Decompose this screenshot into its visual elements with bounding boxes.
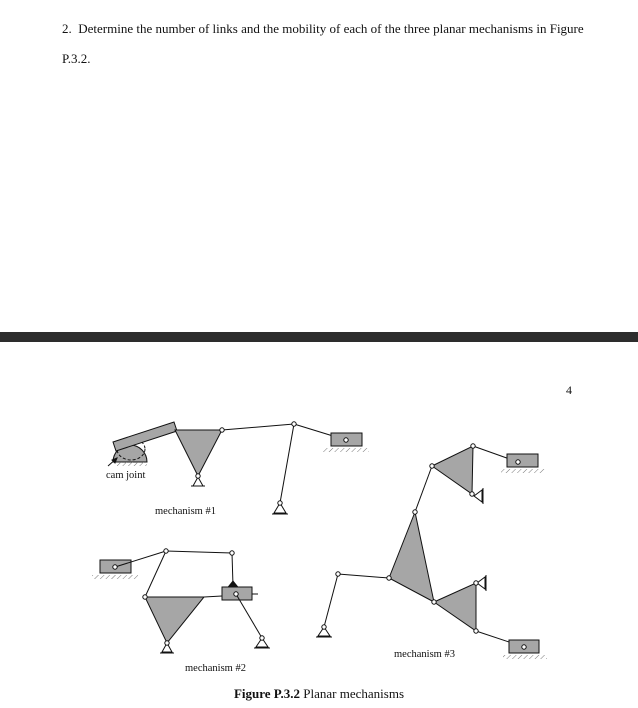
figure-caption <box>0 686 638 702</box>
caption-figure-number: Figure P.3.2 <box>233 686 301 701</box>
cam-joint-label: cam joint <box>106 470 146 481</box>
ternary-link-3a <box>389 512 434 602</box>
question-text <box>62 14 602 74</box>
question-number: 2. <box>62 21 72 36</box>
mechanism-3-label: mechanism #3 <box>394 649 455 660</box>
ternary-link-3c <box>434 583 476 631</box>
ternary-link <box>175 430 222 476</box>
ternary-link-2 <box>145 597 204 643</box>
mechanism-3 <box>316 444 547 659</box>
mechanism-2-label: mechanism #2 <box>185 663 246 674</box>
page-divider <box>0 332 638 342</box>
question-body: Determine the number of links and the mobility of each of the three planar mechanisms in Figure P.3.2. <box>62 21 584 66</box>
page-number: 4 <box>566 383 572 397</box>
mechanism-1-label: mechanism #1 <box>155 506 216 517</box>
slider-3a <box>507 454 538 467</box>
mechanism-1 <box>108 422 369 514</box>
mechanism-2 <box>92 549 270 653</box>
ternary-link-3b <box>432 446 473 494</box>
mechanisms-figure <box>0 400 638 690</box>
caption-text: Planar mechanisms <box>300 686 405 701</box>
